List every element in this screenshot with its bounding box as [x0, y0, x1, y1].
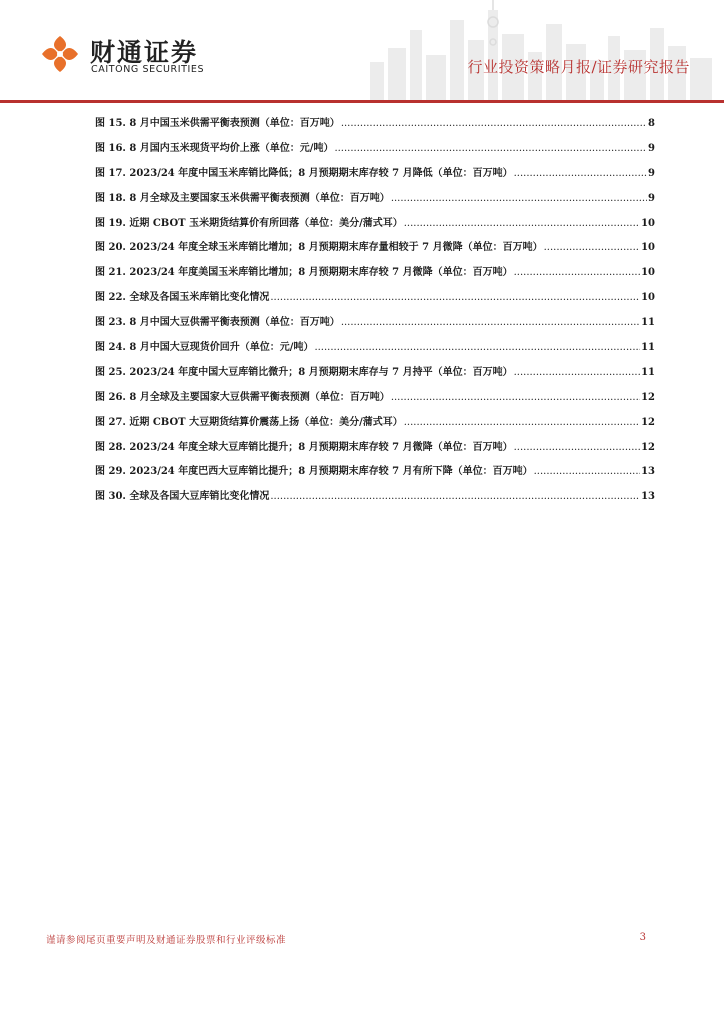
toc-entry[interactable]: [95, 114, 655, 139]
toc-entry-title[interactable]: 图 30. 全球及各国大豆库销比变化情况: [95, 491, 270, 503]
toc-dot-leader: [404, 218, 640, 229]
toc-entry-title[interactable]: 图 26. 8 月全球及主要国家大豆供需平衡表预测（单位：百万吨）: [95, 391, 390, 403]
toc-dot-leader: [334, 143, 647, 154]
toc-entry[interactable]: [95, 189, 655, 214]
page-number: 3: [639, 932, 646, 943]
page-header: [0, 0, 724, 104]
brand-name-cn: 财通证券: [90, 38, 199, 67]
toc-entry[interactable]: [95, 363, 655, 388]
toc-entry-page[interactable]: 10: [641, 292, 655, 304]
toc-entry[interactable]: [95, 263, 655, 288]
toc-entry-page[interactable]: 10: [641, 242, 655, 254]
toc-entry[interactable]: [95, 288, 655, 313]
city-skyline-illustration: [360, 0, 724, 100]
toc-entry[interactable]: [95, 164, 655, 189]
toc-entry[interactable]: [95, 313, 655, 338]
toc-entry-title[interactable]: 图 18. 8 月全球及主要国家玉米供需平衡表预测（单位：百万吨）: [95, 192, 390, 204]
toc-entry-page[interactable]: 8: [648, 118, 655, 129]
toc-dot-leader: [514, 267, 640, 278]
caitong-logo-icon: [40, 34, 80, 74]
toc-entry[interactable]: [95, 238, 655, 263]
toc-entry-title[interactable]: 图 23. 8 月中国大豆供需平衡表预测（单位：百万吨）: [95, 317, 340, 329]
figure-index-list: [95, 114, 655, 512]
toc-entry-title[interactable]: 图 24. 8 月中国大豆现货价回升（单位：元/吨）: [95, 342, 314, 354]
toc-entry[interactable]: [95, 413, 655, 438]
toc-dot-leader: [391, 392, 640, 403]
toc-entry-title[interactable]: 图 27. 近期 CBOT 大豆期货结算价震荡上扬（单位：美分/蒲式耳）: [95, 416, 403, 428]
toc-dot-leader: [514, 367, 640, 378]
toc-entry[interactable]: [95, 487, 655, 512]
toc-entry-title[interactable]: 图 17. 2023/24 年度中国玉米库销比降低；8 月预期期末库存较 7 月降低（单位：百万吨）: [95, 167, 513, 179]
toc-dot-leader: [534, 466, 640, 477]
toc-entry-page[interactable]: 11: [641, 317, 655, 329]
toc-entry-title[interactable]: 图 19. 近期 CBOT 玉米期货结算价有所回落（单位：美分/蒲式耳）: [95, 217, 403, 229]
toc-dot-leader: [544, 242, 640, 253]
toc-entry-page[interactable]: 9: [648, 192, 655, 204]
toc-dot-leader: [404, 417, 640, 428]
toc-entry-page[interactable]: 12: [641, 416, 655, 428]
toc-entry[interactable]: [95, 388, 655, 413]
toc-entry-title[interactable]: 图 15. 8 月中国玉米供需平衡表预测（单位：百万吨）: [95, 118, 340, 129]
toc-dot-leader: [270, 292, 640, 303]
toc-dot-leader: [314, 342, 640, 353]
toc-entry-title[interactable]: 图 16. 8 月国内玉米现货平均价上涨（单位：元/吨）: [95, 142, 334, 154]
toc-entry[interactable]: [95, 438, 655, 463]
toc-dot-leader: [391, 193, 647, 204]
toc-entry-title[interactable]: 图 28. 2023/24 年度全球大豆库销比提升；8 月预期期末库存较 7 月微降（单位：百万吨）: [95, 441, 513, 453]
header-divider: [0, 100, 724, 103]
toc-dot-leader: [341, 118, 647, 129]
toc-entry[interactable]: [95, 338, 655, 363]
toc-dot-leader: [270, 491, 640, 502]
toc-entry-title[interactable]: 图 29. 2023/24 年度巴西大豆库销比提升；8 月预期期末库存较 7 月有所下降（单位：百万吨）: [95, 466, 533, 478]
toc-entry-page[interactable]: 9: [648, 142, 655, 154]
footer-disclaimer: 谨请参阅尾页重要声明及财通证券股票和行业评级标准: [46, 935, 287, 946]
toc-entry-title[interactable]: 图 20. 2023/24 年度全球玉米库销比增加；8 月预期期末库存量相较于 7 月微降（单位：百万吨）: [95, 242, 543, 254]
toc-entry-page[interactable]: 10: [641, 267, 655, 279]
toc-dot-leader: [514, 442, 640, 453]
toc-dot-leader: [341, 317, 640, 328]
toc-entry-page[interactable]: 11: [641, 342, 655, 354]
toc-entry[interactable]: [95, 462, 655, 487]
toc-entry-page[interactable]: 12: [641, 391, 655, 403]
toc-dot-leader: [514, 168, 647, 179]
toc-entry-title[interactable]: 图 25. 2023/24 年度中国大豆库销比微升；8 月预期期末库存与 7 月持平（单位：百万吨）: [95, 366, 513, 378]
toc-entry-title[interactable]: 图 21. 2023/24 年度美国玉米库销比增加；8 月预期期末库存较 7 月微降（单位：百万吨）: [95, 267, 513, 279]
toc-entry-page[interactable]: 13: [641, 466, 655, 478]
toc-entry[interactable]: [95, 139, 655, 164]
toc-entry-page[interactable]: 11: [641, 366, 655, 378]
toc-entry[interactable]: [95, 214, 655, 239]
toc-entry-page[interactable]: 12: [641, 441, 655, 453]
report-type-label: 行业投资策略月报/证券研究报告: [467, 58, 690, 76]
toc-entry-page[interactable]: 9: [648, 167, 655, 179]
brand-name-en: CAITONG SECURITIES: [91, 64, 205, 75]
toc-entry-title[interactable]: 图 22. 全球及各国玉米库销比变化情况: [95, 292, 270, 304]
toc-entry-page[interactable]: 10: [641, 217, 655, 229]
toc-entry-page[interactable]: 13: [641, 491, 655, 503]
